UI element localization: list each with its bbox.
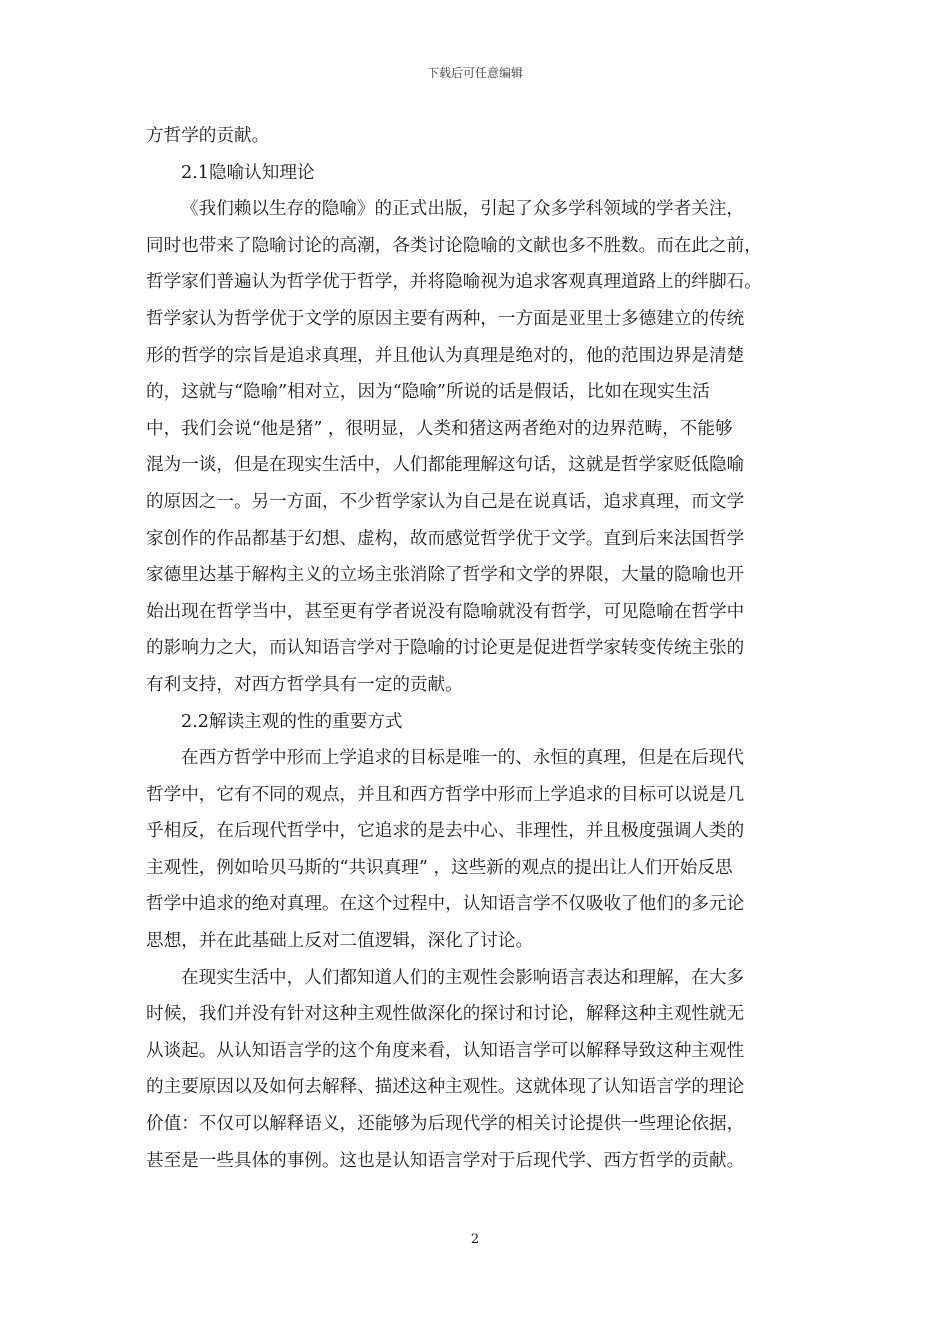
section-heading-2-1: 2.1隐喻认知理论 — [181, 162, 315, 183]
page-number: 2 — [470, 1232, 480, 1247]
paragraph-subjectivity-2: 在现实生活中，人们都知道人们的主观性会影响语言表达和理解，在大多 时候，我们并没有针对这种主观性做深化的探讨和讨论，解释这种主观性就无 从谈起。从认知语言学的这个角度来看，认知语言学可以解释导致这种主观性 的主要原因以及如何去解释、描述这种主观性。这就体现了认知语言学的理论 价值：不仅可以解释语义，还能够为后现代学的相关讨论提供一些理论依据， 甚至是一些具体的事例。这也是认知语言学对于后现代学、西方哲学的贡献。 — [146, 967, 745, 1171]
page-header: 下载后可任意编辑 — [426, 66, 523, 80]
paragraph-metaphor-theory: 《我们赖以生存的隐喻》的正式出版，引起了众多学科领域的学者关注， 同时也带来了隐喻讨论的高潮，各类讨论隐喻的文献也多不胜数。而在此之前， 哲学家们普遍认为哲学优于哲学，并将隐喻视为追求客观真理道路上的绊脚石。 哲学家认为哲学优于文学的原因主要有两种，一方面是亚里士多德建立的传统 形的哲学的宗旨是追求真理，并且他认为真理是绝对的，他的范围边界是清楚 的，这就与“隐喻”相对立，因为“隐喻”所说的话是假话，比如在现实生活 中，我们会说“他是猪” ，很明显，人类和猪这两者绝对的边界范畴，不能够 混为一谈，但是在现实生活中，人们都能理解这句话，这就是哲学家贬低隐喻 的原因之一。另一方面，不少哲学家认为自己是在说真话，追求真理，而文学 家创作的作品都基于幻想、虚构，故而感觉哲学优于文学。直到后来法国哲学 家德里达基于解构主义的立场主张消除了哲学和文学的界限，大量的隐喻也开 始出现在哲学当中，甚至更有学者说没有隐喻就没有哲学，可见隐喻在哲学中 的影响力之大，而认知语言学对于隐喻的讨论更是促进哲学家转变传统主张的 有利支持，对西方哲学具有一定的贡献。 — [146, 199, 762, 695]
continued-paragraph: 方哲学的贡献。 — [146, 126, 270, 146]
paragraph-subjectivity-1: 在西方哲学中形而上学追求的目标是唯一的、永恒的真理，但是在后现代 哲学中，它有不同的观点，并且和西方哲学中形而上学追求的目标可以说是几 乎相反，在后现代哲学中，它追求的是去中心、非理性，并且极度强调人类的 主观性，例如哈贝马斯的“共识真理” ，这些新的观点的提出让人们开始反思 哲学中追求的绝对真理。在这个过程中，认知语言学不仅吸收了他们的多元论 思想，并在此基础上反对二值逻辑，深化了讨论。 — [146, 748, 745, 952]
document-body — [146, 118, 806, 1179]
section-heading-2-2: 2.2解读主观的性的重要方式 — [181, 711, 403, 732]
